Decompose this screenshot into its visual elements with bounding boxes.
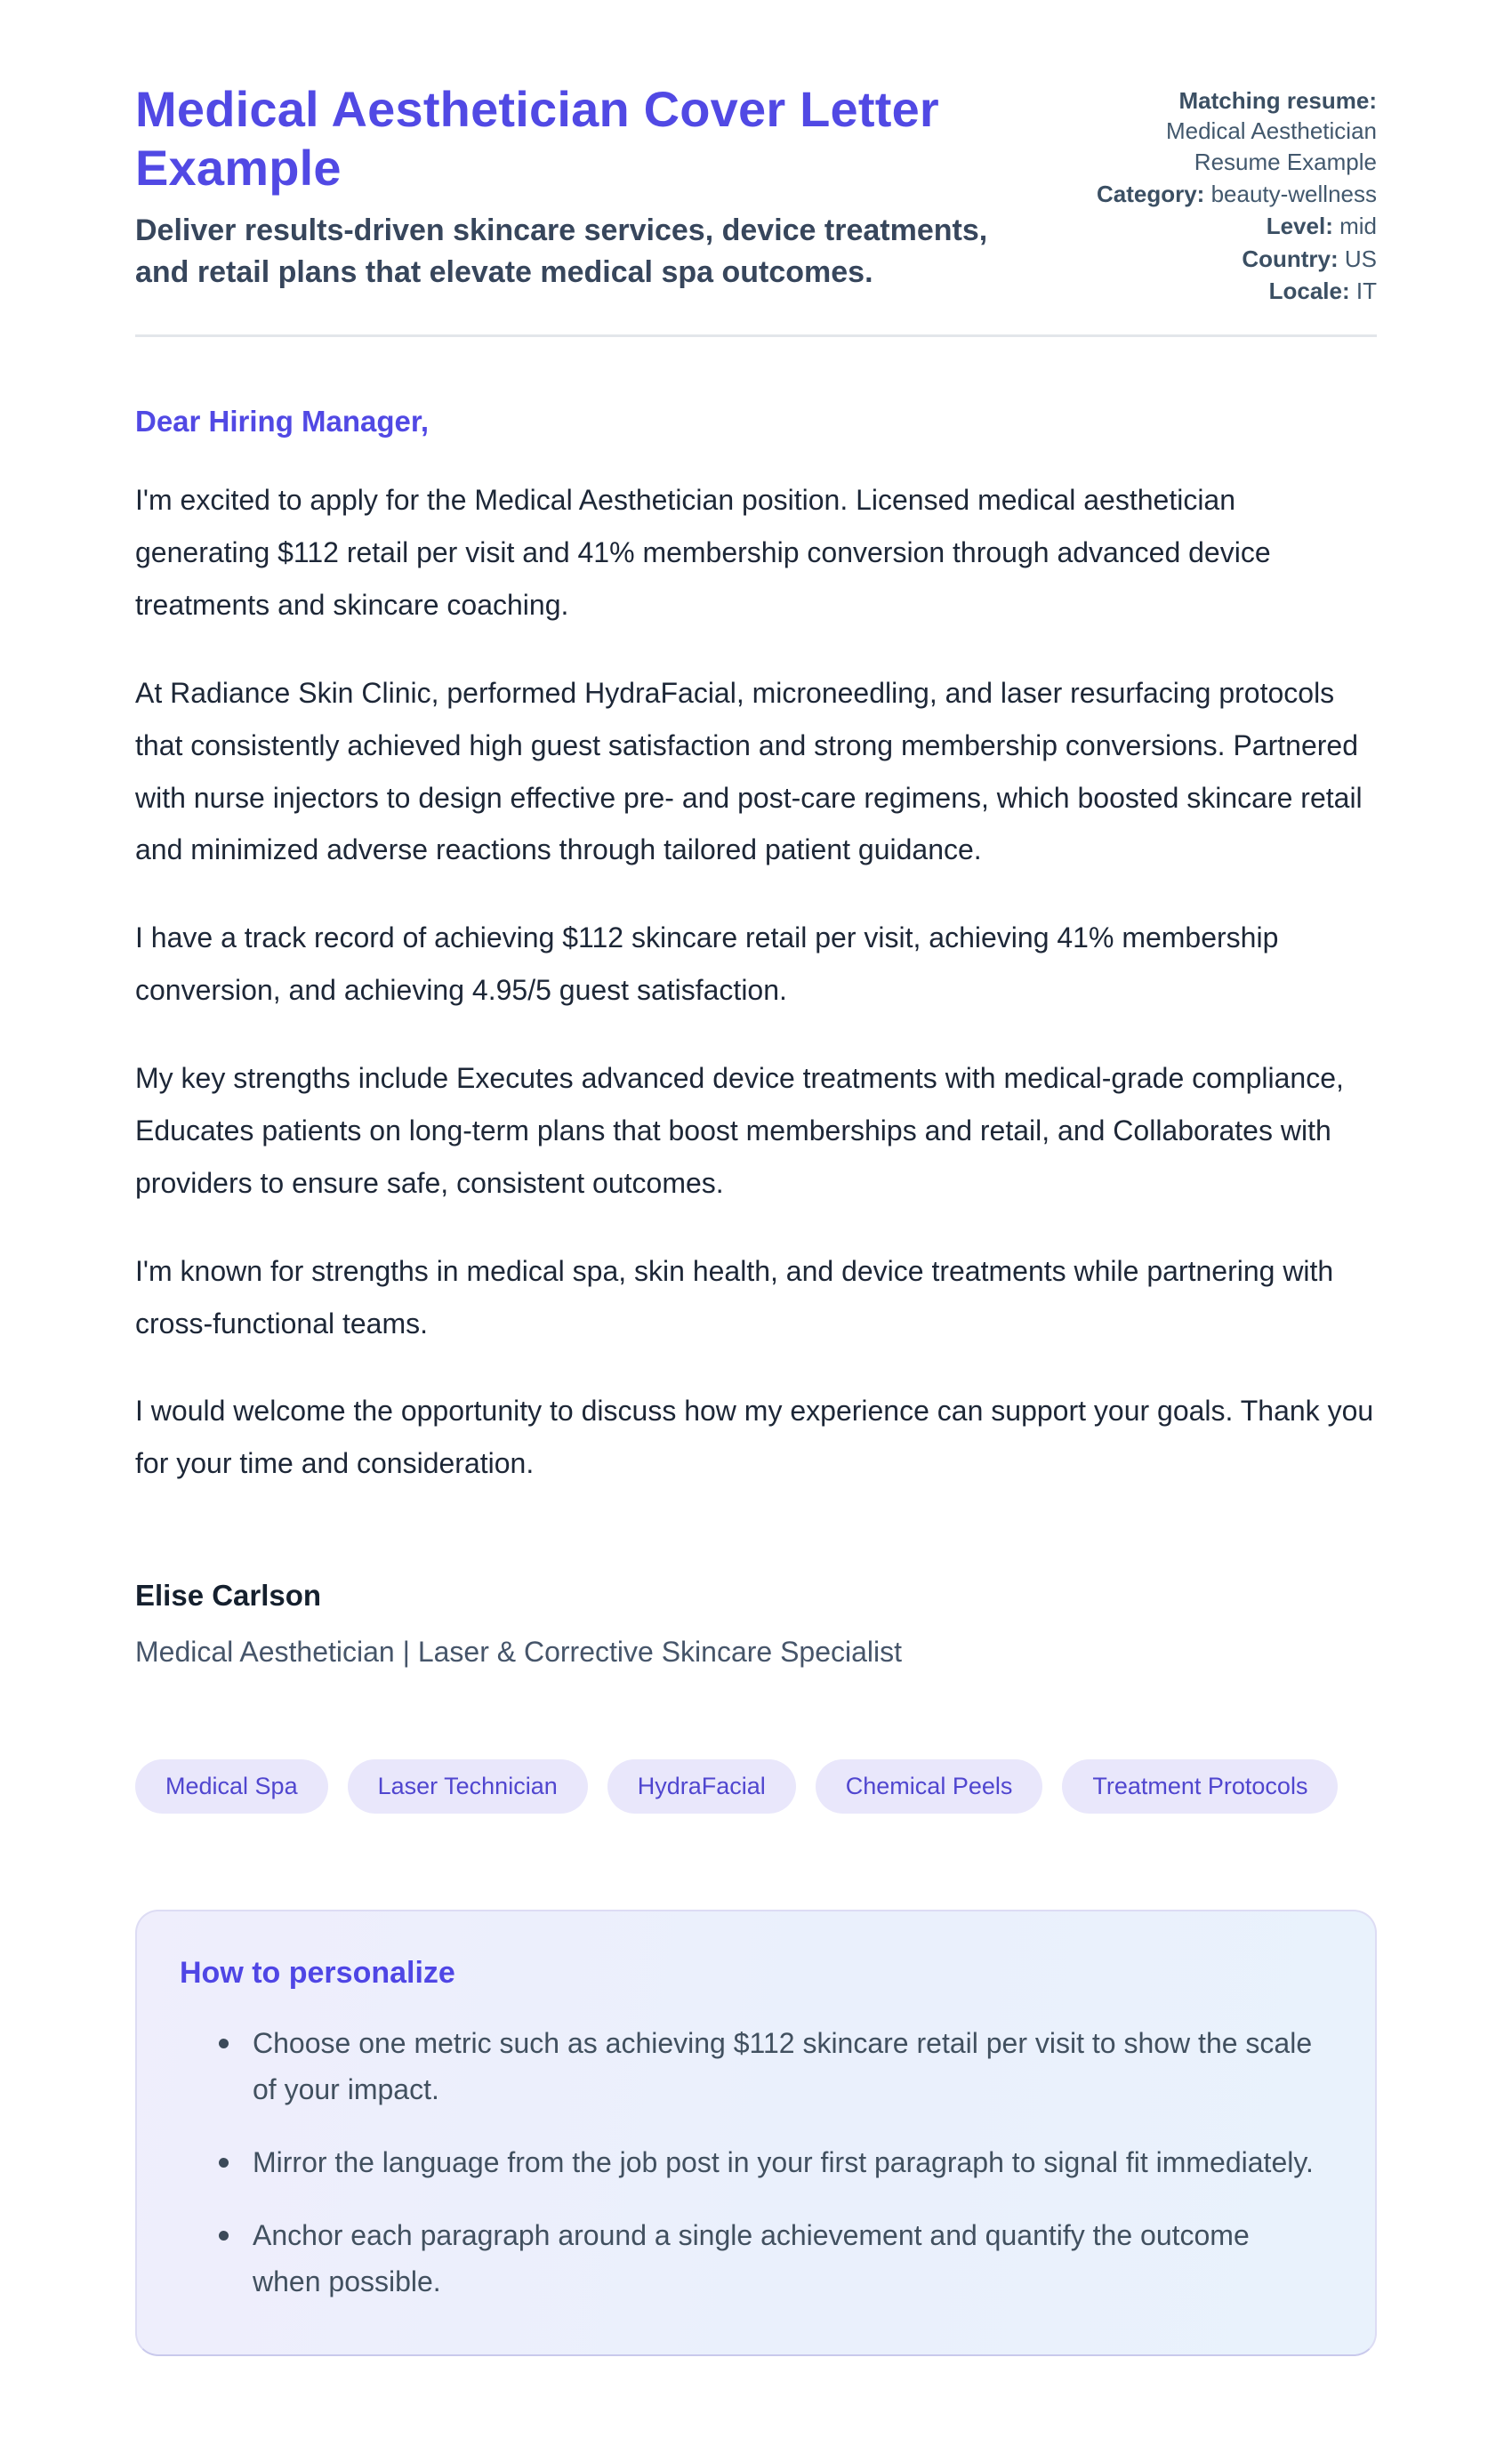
signature-role: Medical Aesthetician | Laser & Corrective Skincare Specialist xyxy=(135,1636,903,1669)
header xyxy=(135,80,1377,308)
tag-laser-technician[interactable]: Laser Technician xyxy=(348,1759,588,1814)
meta-level xyxy=(1083,211,1377,241)
meta-value: mid xyxy=(1339,213,1377,240)
page-subtitle: Deliver results-driven skincare services, device treatments, and retail plans that elevate medical spa outcomes. xyxy=(135,213,988,290)
meta-value: US xyxy=(1344,245,1377,272)
meta-value: beauty-wellness xyxy=(1210,180,1377,207)
meta-country xyxy=(1083,244,1377,274)
meta-category xyxy=(1083,179,1377,209)
header-titles xyxy=(135,80,1016,294)
meta-value: IT xyxy=(1355,277,1377,304)
meta-matching-resume xyxy=(1083,85,1377,177)
tag-list xyxy=(135,1759,1377,1814)
callout-bullet: Mirror the language from the job post in your first paragraph to signal fit immediately. xyxy=(180,2140,1325,2186)
callout-bullet: Choose one metric such as achieving $112 skincare retail per visit to show the scale of your impact. xyxy=(180,2021,1325,2113)
meta-label: Category: xyxy=(1096,180,1205,207)
letter-paragraph: At Radiance Skin Clinic, performed HydraFacial, microneedling, and laser resurfacing protocols that consistently achieved high guest satisfaction and strong membership conversions. Partnered with nurse injectors to design effective pre- and post-care regimens, which boosted skincare retail and minimized adverse reactions through tailored patient guidance. xyxy=(135,676,1363,866)
tag-hydrafacial[interactable]: HydraFacial xyxy=(607,1759,796,1814)
letter-paragraph: My key strengths include Executes advanced device treatments with medical-grade compliance, Educates patients on long-term plans that boost memberships and retail, and Collaborates with providers to ensure safe, consistent outcomes. xyxy=(135,1062,1344,1199)
letter-paragraph: I'm excited to apply for the Medical Aesthetician position. Licensed medical aesthetician generating $112 retail per visit and 41% membership conversion through advanced device treatments and skincare coaching. xyxy=(135,484,1271,621)
tag-medical-spa[interactable]: Medical Spa xyxy=(135,1759,328,1814)
meta-locale xyxy=(1083,276,1377,306)
tag-treatment-protocols[interactable]: Treatment Protocols xyxy=(1062,1759,1338,1814)
meta-label: Country: xyxy=(1242,245,1339,272)
meta-value: Medical Aesthetician Resume Example xyxy=(1165,117,1377,175)
letter-paragraph: I have a track record of achieving $112 skincare retail per visit, achieving 41% membership conversion, and achieving 4.95/5 guest satisfaction. xyxy=(135,921,1279,1007)
letter-paragraph: I would welcome the opportunity to discuss how my experience can support your goals. Thank you for your time and consideration. xyxy=(135,1395,1374,1480)
tag-chemical-peels[interactable]: Chemical Peels xyxy=(816,1759,1043,1814)
letter-body xyxy=(135,405,1377,2356)
meta-label: Matching resume: xyxy=(1178,87,1377,114)
meta-label: Level: xyxy=(1266,213,1333,240)
page-title: Medical Aesthetician Cover Letter Example xyxy=(135,81,939,197)
callout-bullet: Anchor each paragraph around a single achievement and quantify the outcome when possible. xyxy=(180,2213,1325,2305)
personalize-callout xyxy=(135,1910,1377,2356)
greeting: Dear Hiring Manager, xyxy=(135,405,430,439)
letter-paragraph: I'm known for strengths in medical spa, skin health, and device treatments while partnering with cross-functional teams. xyxy=(135,1254,1334,1340)
signature-name: Elise Carlson xyxy=(135,1579,322,1613)
meta-label: Locale: xyxy=(1268,277,1350,304)
meta-panel xyxy=(1083,85,1377,308)
callout-list xyxy=(180,2021,1325,2305)
callout-title: How to personalize xyxy=(180,1956,455,1991)
header-divider xyxy=(135,334,1377,337)
